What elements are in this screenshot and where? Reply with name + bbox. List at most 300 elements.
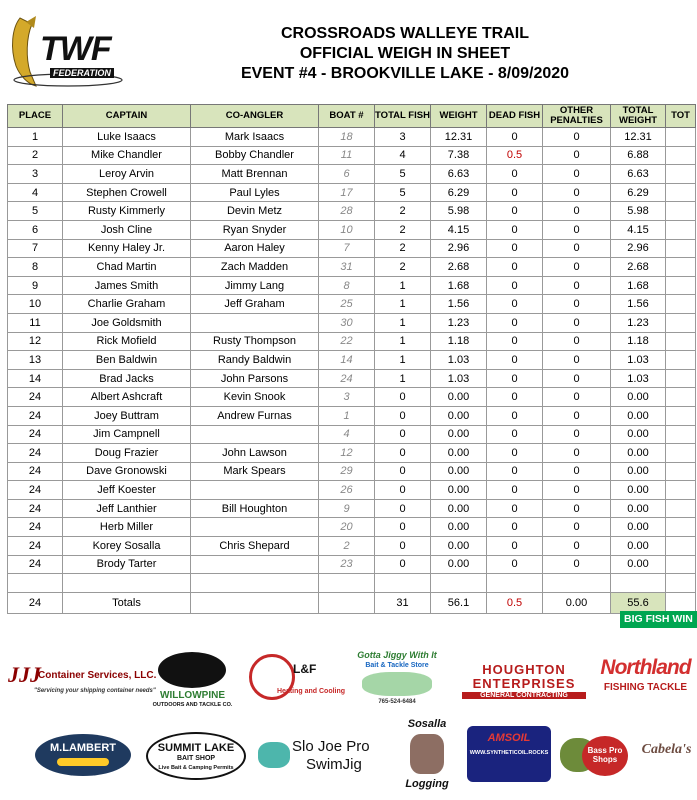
- table-row: [8, 462, 696, 481]
- cell-boat: 31: [319, 258, 375, 277]
- cell-co: Rusty Thompson: [191, 332, 319, 351]
- cell-place: 3: [8, 165, 63, 184]
- cell-tot: [666, 276, 696, 295]
- cell-tot: [666, 351, 696, 370]
- cell-weight: 0.00: [431, 406, 487, 425]
- cell-fish: 0: [375, 499, 431, 518]
- table-row: [8, 202, 696, 221]
- table-row: [8, 220, 696, 239]
- cell-total: 1.68: [611, 276, 666, 295]
- cell-total: 6.88: [611, 146, 666, 165]
- table-row: [8, 313, 696, 332]
- cell-co: Devin Metz: [191, 202, 319, 221]
- cell-pen: 0: [543, 555, 611, 574]
- cell-captain: Rusty Kimmerly: [63, 202, 191, 221]
- cell-weight: 12.31: [431, 128, 487, 147]
- cell-captain: Albert Ashcraft: [63, 388, 191, 407]
- cell-co: Bill Houghton: [191, 499, 319, 518]
- cell-pen: 0: [543, 518, 611, 537]
- cell-fish: 3: [375, 128, 431, 147]
- cell-place: 24: [8, 481, 63, 500]
- slo-joe-name-2: SwimJig: [306, 756, 362, 773]
- cell-place: 24: [8, 425, 63, 444]
- cell-boat: 23: [319, 555, 375, 574]
- cell-captain: Luke Isaacs: [63, 128, 191, 147]
- cell-pen: 0: [543, 276, 611, 295]
- sosalla-logging-logo: [396, 718, 458, 796]
- cell-tot: [666, 202, 696, 221]
- cell-tot: [666, 369, 696, 388]
- twf-logo-text: TWF: [40, 30, 111, 68]
- cell-co: [191, 425, 319, 444]
- cell-place: 6: [8, 220, 63, 239]
- cell-captain: Leroy Arvin: [63, 165, 191, 184]
- cell-captain: Doug Frazier: [63, 444, 191, 463]
- cell-dead: 0: [487, 499, 543, 518]
- cell-tot: [666, 220, 696, 239]
- cell-captain: Josh Cline: [63, 220, 191, 239]
- table-row: [8, 258, 696, 277]
- table-row: [8, 406, 696, 425]
- cell-dead: 0: [487, 183, 543, 202]
- cell-place: 24: [8, 518, 63, 537]
- cell-place: 24: [8, 555, 63, 574]
- cell-fish: 2: [375, 239, 431, 258]
- cell-tot: [666, 165, 696, 184]
- cell-fish: 0: [375, 425, 431, 444]
- cell-tot: [666, 406, 696, 425]
- cell-captain: Kenny Haley Jr.: [63, 239, 191, 258]
- cell-boat: 17: [319, 183, 375, 202]
- cell-fish: 0: [375, 444, 431, 463]
- cell-total: 5.98: [611, 202, 666, 221]
- cell-tot: [666, 481, 696, 500]
- cell-co: Kevin Snook: [191, 388, 319, 407]
- cell-dead: 0: [487, 388, 543, 407]
- cell-dead: 0: [487, 276, 543, 295]
- bass-pro-name: Bass Pro Shops: [587, 746, 623, 764]
- cell-pen: 0: [543, 146, 611, 165]
- amsoil-logo: [467, 726, 551, 782]
- table-row: [8, 481, 696, 500]
- cell-fish: 2: [375, 220, 431, 239]
- cell-pen: 0: [543, 202, 611, 221]
- cell-weight: 0.00: [431, 555, 487, 574]
- houghton-name-2: ENTERPRISES: [472, 676, 576, 691]
- cell-total: 1.03: [611, 351, 666, 370]
- cell-dead: 0: [487, 165, 543, 184]
- table-row: [8, 444, 696, 463]
- empty-row: [8, 574, 696, 593]
- cell-tot: [666, 499, 696, 518]
- col-header: DEAD FISH: [487, 105, 543, 128]
- cell-dead: 0: [487, 518, 543, 537]
- cell-place: 10: [8, 295, 63, 314]
- cell-captain: Joe Goldsmith: [63, 313, 191, 332]
- lf-sub: Heating and Cooling: [277, 688, 346, 695]
- cell-total: 6.29: [611, 183, 666, 202]
- lumberjack-icon: [410, 734, 444, 774]
- cell-place: 8: [8, 258, 63, 277]
- cell-captain: Jim Campnell: [63, 425, 191, 444]
- cell-co: Jimmy Lang: [191, 276, 319, 295]
- cell-tot: [666, 128, 696, 147]
- totals-weight: 56.1: [431, 592, 487, 613]
- cell-fish: 5: [375, 165, 431, 184]
- cell-co: John Parsons: [191, 369, 319, 388]
- cell-total: 0.00: [611, 425, 666, 444]
- cell-total: 1.56: [611, 295, 666, 314]
- tree-icon: [158, 652, 226, 688]
- cell-captain: James Smith: [63, 276, 191, 295]
- cell-captain: Chad Martin: [63, 258, 191, 277]
- cell-fish: 1: [375, 351, 431, 370]
- cell-weight: 1.68: [431, 276, 487, 295]
- cell-tot: [666, 518, 696, 537]
- cell-place: 1: [8, 128, 63, 147]
- cell-boat: 30: [319, 313, 375, 332]
- houghton-sub: GENERAL CONTRACTING: [462, 692, 586, 699]
- cell-tot: [666, 555, 696, 574]
- cell-place: 24: [8, 537, 63, 556]
- table-row: [8, 388, 696, 407]
- cell-weight: 1.23: [431, 313, 487, 332]
- cell-fish: 1: [375, 276, 431, 295]
- cell-place: 12: [8, 332, 63, 351]
- cell-total: 0.00: [611, 388, 666, 407]
- cell-place: 9: [8, 276, 63, 295]
- northland-name: Northland: [600, 656, 691, 679]
- cell-captain: Charlie Graham: [63, 295, 191, 314]
- cell-weight: 7.38: [431, 146, 487, 165]
- cell-dead: 0: [487, 313, 543, 332]
- cell-boat: 20: [319, 518, 375, 537]
- cell-boat: 11: [319, 146, 375, 165]
- cell-place: 11: [8, 313, 63, 332]
- cell-pen: 0: [543, 239, 611, 258]
- jjj-name: Container Services, LLC.: [38, 670, 157, 681]
- lf-heating-logo: [247, 652, 346, 708]
- cell-captain: Dave Gronowski: [63, 462, 191, 481]
- cell-pen: 0: [543, 499, 611, 518]
- cell-place: 24: [8, 499, 63, 518]
- m-lambert-name: M.LAMBERT: [50, 742, 116, 754]
- cell-tot: [666, 313, 696, 332]
- table-row: [8, 369, 696, 388]
- cell-fish: 2: [375, 258, 431, 277]
- cell-total: 4.15: [611, 220, 666, 239]
- cell-dead: 0: [487, 351, 543, 370]
- cell-total: 0.00: [611, 537, 666, 556]
- cell-place: 24: [8, 462, 63, 481]
- big-fish-banner: BIG FISH WIN: [620, 611, 697, 628]
- cell-pen: 0: [543, 295, 611, 314]
- cell-pen: 0: [543, 425, 611, 444]
- cell-dead: 0: [487, 462, 543, 481]
- cell-weight: 0.00: [431, 481, 487, 500]
- cell-pen: 0: [543, 406, 611, 425]
- cell-total: 1.23: [611, 313, 666, 332]
- cell-fish: 1: [375, 369, 431, 388]
- cell-place: 24: [8, 388, 63, 407]
- cell-boat: 24: [319, 369, 375, 388]
- cell-weight: 0.00: [431, 425, 487, 444]
- cell-co: Mark Spears: [191, 462, 319, 481]
- cell-total: 0.00: [611, 499, 666, 518]
- cell-weight: 5.98: [431, 202, 487, 221]
- col-header: TOTAL FISH: [375, 105, 431, 128]
- cell-fish: 0: [375, 537, 431, 556]
- sosalla-name: Sosalla: [407, 718, 447, 730]
- cell-boat: 3: [319, 388, 375, 407]
- jjj-mark: JJJ: [8, 662, 41, 687]
- table-row: [8, 518, 696, 537]
- title-line-1: CROSSROADS WALLEYE TRAIL: [280, 25, 529, 42]
- col-header: TOTAL WEIGHT: [611, 105, 666, 128]
- sosalla-name-2: Logging: [405, 778, 449, 790]
- cell-boat: 22: [319, 332, 375, 351]
- cell-total: 6.63: [611, 165, 666, 184]
- cell-captain: Jeff Koester: [63, 481, 191, 500]
- cell-tot: [666, 146, 696, 165]
- cell-place: 24: [8, 444, 63, 463]
- cell-tot: [666, 388, 696, 407]
- col-header: BOAT #: [319, 105, 375, 128]
- cell-pen: 0: [543, 183, 611, 202]
- cell-fish: 1: [375, 332, 431, 351]
- cell-co: Zach Madden: [191, 258, 319, 277]
- cabelas-name: Cabela's: [641, 742, 692, 757]
- cell-fish: 1: [375, 313, 431, 332]
- summit-name: SUMMIT LAKE: [157, 742, 235, 754]
- cell-weight: 1.03: [431, 369, 487, 388]
- title-line-3: EVENT #4 - BROOKVILLE LAKE - 8/09/2020: [240, 65, 570, 82]
- totals-place: 24: [8, 592, 63, 613]
- jjj-tagline: "Servicing your shipping container needs": [34, 688, 156, 694]
- table-row: [8, 351, 696, 370]
- willowpine-logo: [150, 652, 235, 710]
- table-row: [8, 425, 696, 444]
- col-header: PLACE: [8, 105, 63, 128]
- cell-captain: Joey Buttram: [63, 406, 191, 425]
- sponsor-logos: [0, 640, 697, 800]
- summit-mid: BAIT SHOP: [176, 755, 216, 762]
- table-row: [8, 165, 696, 184]
- cell-tot: [666, 444, 696, 463]
- cell-boat: 26: [319, 481, 375, 500]
- cell-pen: 0: [543, 369, 611, 388]
- cell-weight: 4.15: [431, 220, 487, 239]
- cell-total: 0.00: [611, 518, 666, 537]
- twf-logo-sub: FEDERATION: [50, 68, 114, 78]
- cell-place: 5: [8, 202, 63, 221]
- totals-dead: 0.5: [487, 592, 543, 613]
- cell-pen: 0: [543, 128, 611, 147]
- table-row: [8, 295, 696, 314]
- cell-dead: 0: [487, 537, 543, 556]
- willowpine-sub: OUTDOORS AND TACKLE CO.: [152, 702, 233, 708]
- cell-total: 0.00: [611, 406, 666, 425]
- cell-captain: Korey Sosalla: [63, 537, 191, 556]
- cell-fish: 0: [375, 462, 431, 481]
- cell-pen: 0: [543, 388, 611, 407]
- cell-dead: 0: [487, 425, 543, 444]
- fish-icon: [258, 742, 290, 768]
- cell-pen: 0: [543, 351, 611, 370]
- cell-captain: Mike Chandler: [63, 146, 191, 165]
- cell-place: 2: [8, 146, 63, 165]
- cell-fish: 4: [375, 146, 431, 165]
- jiggy-sub: Bait & Tackle Store: [365, 662, 429, 669]
- col-header: TOT: [666, 105, 696, 128]
- weigh-in-table: [7, 104, 696, 614]
- header: [0, 0, 697, 100]
- cell-boat: 12: [319, 444, 375, 463]
- cell-dead: 0: [487, 444, 543, 463]
- cell-total: 0.00: [611, 444, 666, 463]
- cell-total: 0.00: [611, 555, 666, 574]
- cell-captain: Brody Tarter: [63, 555, 191, 574]
- cell-captain: Stephen Crowell: [63, 183, 191, 202]
- cell-dead: 0: [487, 332, 543, 351]
- cell-fish: 0: [375, 406, 431, 425]
- cell-pen: 0: [543, 481, 611, 500]
- northland-logo: [594, 656, 697, 702]
- bass-pro-logo: [560, 732, 636, 780]
- cell-tot: [666, 239, 696, 258]
- cell-weight: 1.03: [431, 351, 487, 370]
- slo-joe-logo: [258, 738, 388, 776]
- cell-captain: Brad Jacks: [63, 369, 191, 388]
- table-row: [8, 146, 696, 165]
- cell-total: 1.18: [611, 332, 666, 351]
- cell-tot: [666, 462, 696, 481]
- totals-fish: 31: [375, 592, 431, 613]
- cell-weight: 6.63: [431, 165, 487, 184]
- cell-tot: [666, 425, 696, 444]
- cell-tot: [666, 258, 696, 277]
- sheet-title: [190, 24, 620, 84]
- col-header: OTHER PENALTIES: [543, 105, 611, 128]
- cell-boat: 14: [319, 351, 375, 370]
- cell-dead: 0.5: [487, 146, 543, 165]
- col-header: CO-ANGLER: [191, 105, 319, 128]
- cell-fish: 0: [375, 388, 431, 407]
- cell-fish: 1: [375, 295, 431, 314]
- cell-boat: 7: [319, 239, 375, 258]
- lure-icon: [57, 758, 109, 766]
- cell-co: Randy Baldwin: [191, 351, 319, 370]
- cell-fish: 2: [375, 202, 431, 221]
- totals-penalties: 0.00: [543, 592, 611, 613]
- cell-weight: 1.56: [431, 295, 487, 314]
- cell-captain: Jeff Lanthier: [63, 499, 191, 518]
- cell-weight: 0.00: [431, 388, 487, 407]
- cell-dead: 0: [487, 369, 543, 388]
- slo-joe-name: Slo Joe Pro: [292, 738, 370, 755]
- cell-co: [191, 481, 319, 500]
- cell-pen: 0: [543, 444, 611, 463]
- table-row: [8, 499, 696, 518]
- table-row: [8, 537, 696, 556]
- cell-boat: 18: [319, 128, 375, 147]
- totals-label: Totals: [63, 592, 191, 613]
- col-header: WEIGHT: [431, 105, 487, 128]
- cell-co: Matt Brennan: [191, 165, 319, 184]
- cell-captain: Ben Baldwin: [63, 351, 191, 370]
- cell-tot: [666, 183, 696, 202]
- cell-weight: 0.00: [431, 518, 487, 537]
- cell-dead: 0: [487, 555, 543, 574]
- houghton-name: HOUGHTON: [482, 662, 566, 677]
- cell-boat: 1: [319, 406, 375, 425]
- cell-boat: 25: [319, 295, 375, 314]
- cell-fish: 5: [375, 183, 431, 202]
- lf-name: L&F: [293, 662, 317, 676]
- cell-weight: 0.00: [431, 462, 487, 481]
- cell-place: 24: [8, 406, 63, 425]
- twf-logo: [6, 14, 124, 90]
- cell-total: 12.31: [611, 128, 666, 147]
- cell-boat: 10: [319, 220, 375, 239]
- cell-weight: 0.00: [431, 499, 487, 518]
- cell-co: Jeff Graham: [191, 295, 319, 314]
- cell-co: [191, 518, 319, 537]
- summit-sub: Live Bait & Camping Permits: [158, 765, 234, 771]
- cell-dead: 0: [487, 239, 543, 258]
- cell-tot: [666, 295, 696, 314]
- cell-co: Bobby Chandler: [191, 146, 319, 165]
- cell-boat: 6: [319, 165, 375, 184]
- cell-co: Paul Lyles: [191, 183, 319, 202]
- cell-pen: 0: [543, 220, 611, 239]
- amsoil-url: WWW.SYNTHETICOIL.ROCKS: [469, 750, 549, 756]
- cell-co: [191, 313, 319, 332]
- table-row: [8, 239, 696, 258]
- jiggy-name: Gotta Jiggy With It: [357, 650, 437, 660]
- cell-total: 0.00: [611, 481, 666, 500]
- cell-boat: 9: [319, 499, 375, 518]
- table-body: [8, 128, 696, 574]
- cell-co: John Lawson: [191, 444, 319, 463]
- amsoil-name: AMSOIL: [487, 732, 531, 744]
- cell-pen: 0: [543, 462, 611, 481]
- cell-co: Chris Shepard: [191, 537, 319, 556]
- cell-total: 1.03: [611, 369, 666, 388]
- cell-boat: 28: [319, 202, 375, 221]
- cell-weight: 1.18: [431, 332, 487, 351]
- jiggy-bait-logo: [347, 650, 447, 710]
- totals-total-weight: 55.6: [611, 592, 666, 613]
- cell-co: Andrew Furnas: [191, 406, 319, 425]
- cell-pen: 0: [543, 537, 611, 556]
- table-row: [8, 332, 696, 351]
- cell-pen: 0: [543, 258, 611, 277]
- cell-weight: 0.00: [431, 537, 487, 556]
- cell-dead: 0: [487, 128, 543, 147]
- cell-fish: 0: [375, 555, 431, 574]
- cell-dead: 0: [487, 220, 543, 239]
- cell-dead: 0: [487, 481, 543, 500]
- cell-dead: 0: [487, 406, 543, 425]
- willowpine-name: WILLOWPINE: [160, 690, 225, 701]
- col-header: CAPTAIN: [63, 105, 191, 128]
- cell-place: 13: [8, 351, 63, 370]
- cell-co: Ryan Snyder: [191, 220, 319, 239]
- table-row: [8, 128, 696, 147]
- jiggy-phone: 765-524-6484: [378, 699, 416, 705]
- cell-total: 0.00: [611, 462, 666, 481]
